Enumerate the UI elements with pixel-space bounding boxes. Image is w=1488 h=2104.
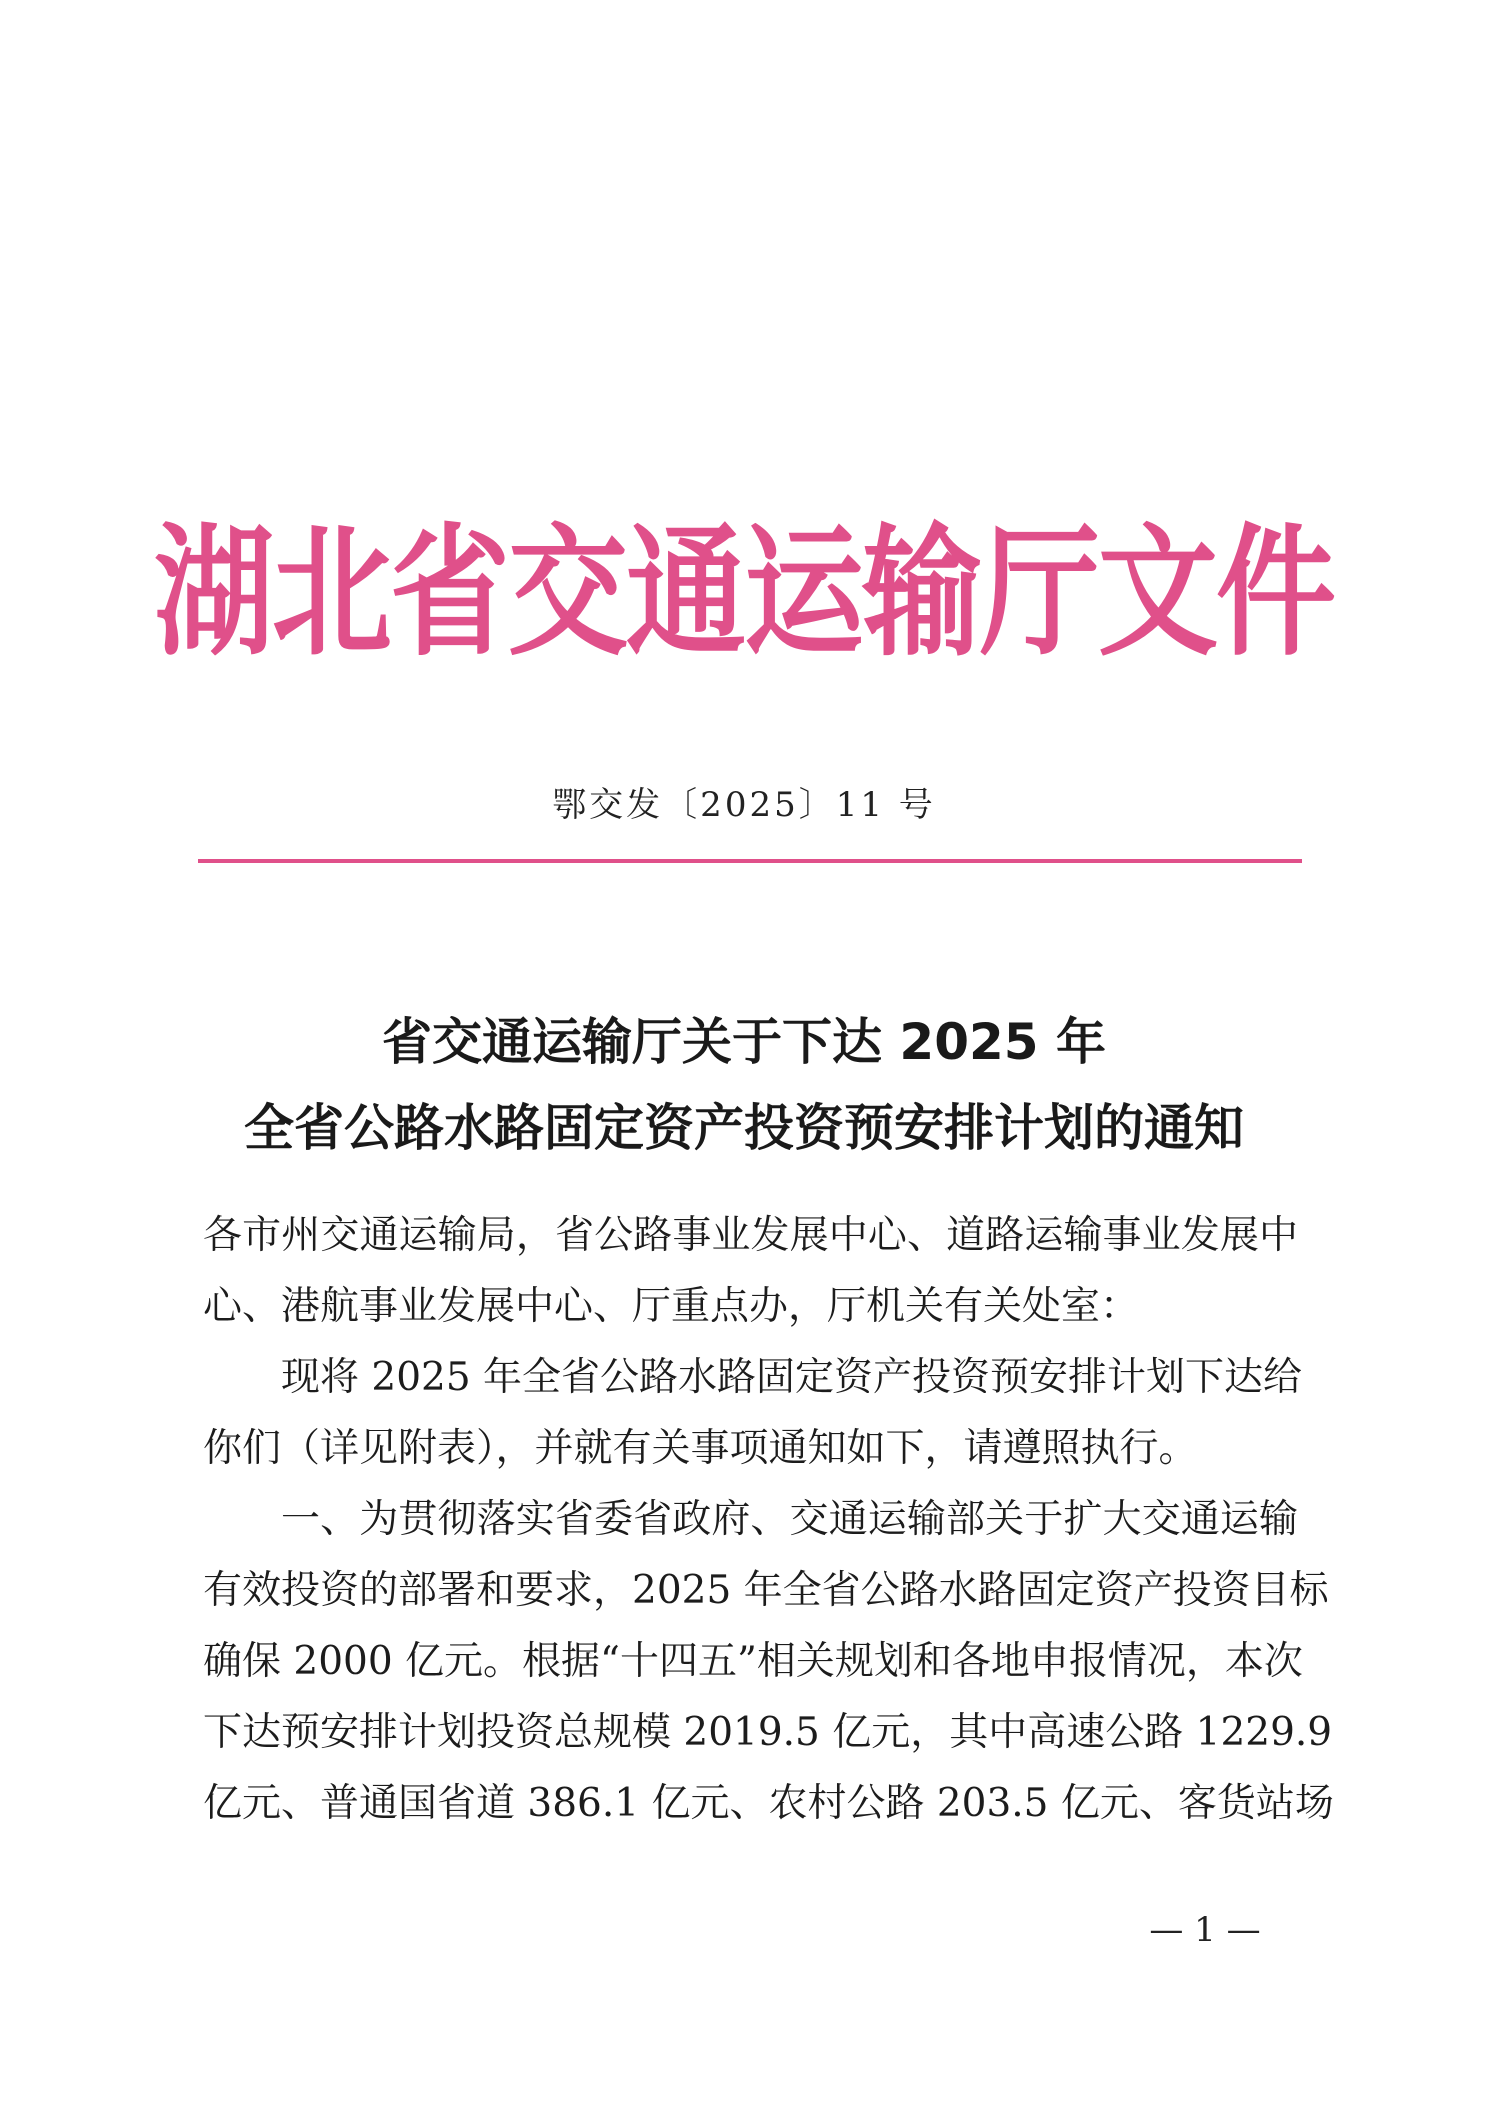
document-number: 鄂交发〔2025〕11 号: [552, 785, 936, 825]
masthead-title: 湖北省交通运输厅文件: [154, 511, 1334, 676]
red-divider-rule: [198, 859, 1302, 863]
body-paragraph-line: 有效投资的部署和要求，2025 年全省公路水路固定资产投资目标: [203, 1568, 1329, 1613]
body-paragraph-line: 你们（详见附表），并就有关事项通知如下，请遵照执行。: [203, 1426, 1198, 1471]
addressee-line-2: 心、港航事业发展中心、厅重点办，厅机关有关处室：: [203, 1284, 1140, 1329]
addressee-line-1: 各市州交通运输局，省公路事业发展中心、道路运输事业发展中: [203, 1213, 1298, 1258]
body-paragraph-line: 亿元、普通国省道 386.1 亿元、农村公路 203.5 亿元、客货站场: [203, 1781, 1334, 1826]
page-number: — 1 —: [1149, 1910, 1261, 1950]
body-paragraph-line: 确保 2000 亿元。根据“十四五”相关规划和各地申报情况，本次: [203, 1639, 1303, 1684]
notice-title-line-2: 全省公路水路固定资产投资预安排计划的通知: [244, 1099, 1244, 1157]
body-paragraph-line: 现将 2025 年全省公路水路固定资产投资预安排计划下达给: [281, 1355, 1303, 1400]
notice-title-line-1: 省交通运输厅关于下达 2025 年: [382, 1013, 1106, 1071]
body-paragraph-line: 一、为贯彻落实省委省政府、交通运输部关于扩大交通运输: [281, 1497, 1298, 1542]
body-paragraph-line: 下达预安排计划投资总规模 2019.5 亿元，其中高速公路 1229.9: [203, 1710, 1333, 1755]
